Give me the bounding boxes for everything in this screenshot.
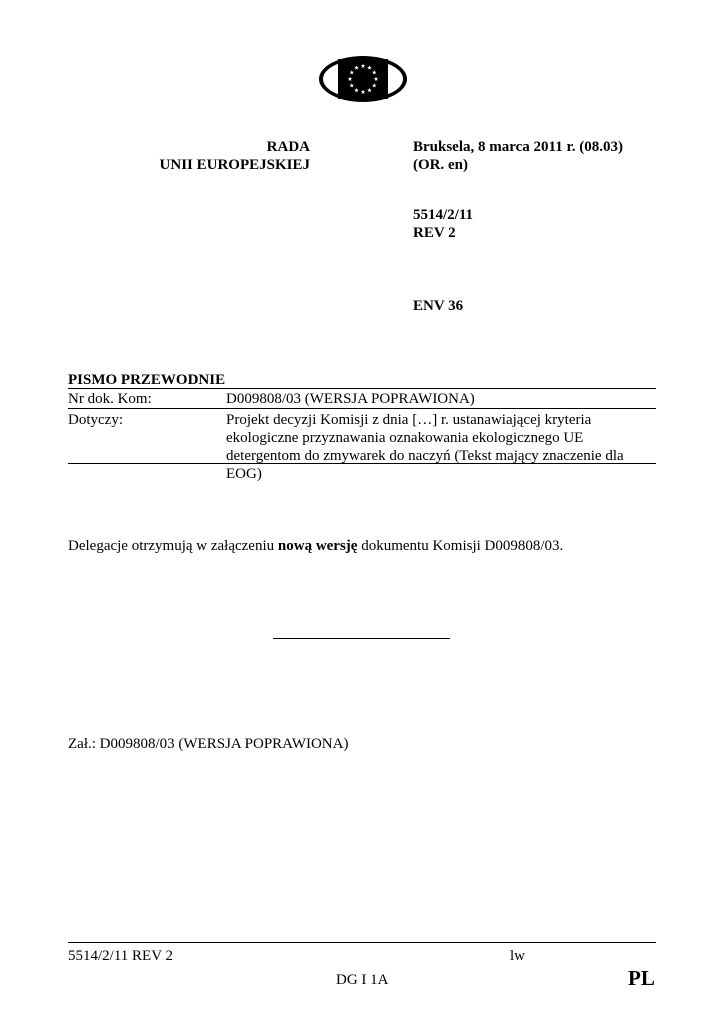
body-paragraph [68, 537, 563, 555]
separator-line [273, 638, 450, 639]
subject-code: ENV 36 [413, 298, 464, 314]
annex-reference: Zał.: D009808/03 (WERSJA POPRAWIONA) [68, 736, 349, 752]
row-value-subject: Projekt decyzji Komisji z dnia […] r. ustanawiającej kryteria ekologiczne przyznawania oznakowania ekologicznego UE detergentom do zmywarek do naczyń (Tekst mający znaczenie dla EOG) [226, 412, 624, 482]
footer-rule [68, 942, 656, 943]
issuer-block [150, 138, 310, 174]
footer-initials: lw [510, 948, 525, 964]
table-row-rule [68, 408, 656, 409]
document-type-title: PISMO PRZEWODNIE [68, 372, 226, 388]
table-bottom-rule [68, 463, 656, 464]
original-language: (OR. en) [413, 157, 468, 173]
footer-language-code: PL [628, 966, 655, 990]
body-text-emphasis: nową wersję [277, 538, 358, 554]
body-text-start: Delegacje otrzymują w załączeniu [68, 538, 278, 554]
row-value-doc-number: D009808/03 (WERSJA POPRAWIONA) [226, 391, 475, 407]
date-block [413, 138, 623, 174]
footer-document-reference: 5514/2/11 REV 2 [68, 948, 174, 964]
row-label-doc-number: Nr dok. Kom: [68, 391, 152, 407]
table-top-rule [68, 388, 656, 389]
eu-council-emblem-icon [318, 55, 408, 103]
revision-number: REV 2 [413, 225, 456, 241]
issuer-line-2: UNII EUROPEJSKIEJ [159, 157, 310, 173]
place-date: Bruksela, 8 marca 2011 r. (08.03) [413, 139, 623, 155]
document-reference [413, 206, 473, 242]
footer-directorate: DG I 1A [336, 972, 389, 988]
row-label-subject: Dotyczy: [68, 412, 123, 428]
document-number: 5514/2/11 [413, 207, 474, 223]
body-text-end: dokumentu Komisji D009808/03. [357, 538, 564, 554]
issuer-line-1: RADA [266, 139, 310, 155]
